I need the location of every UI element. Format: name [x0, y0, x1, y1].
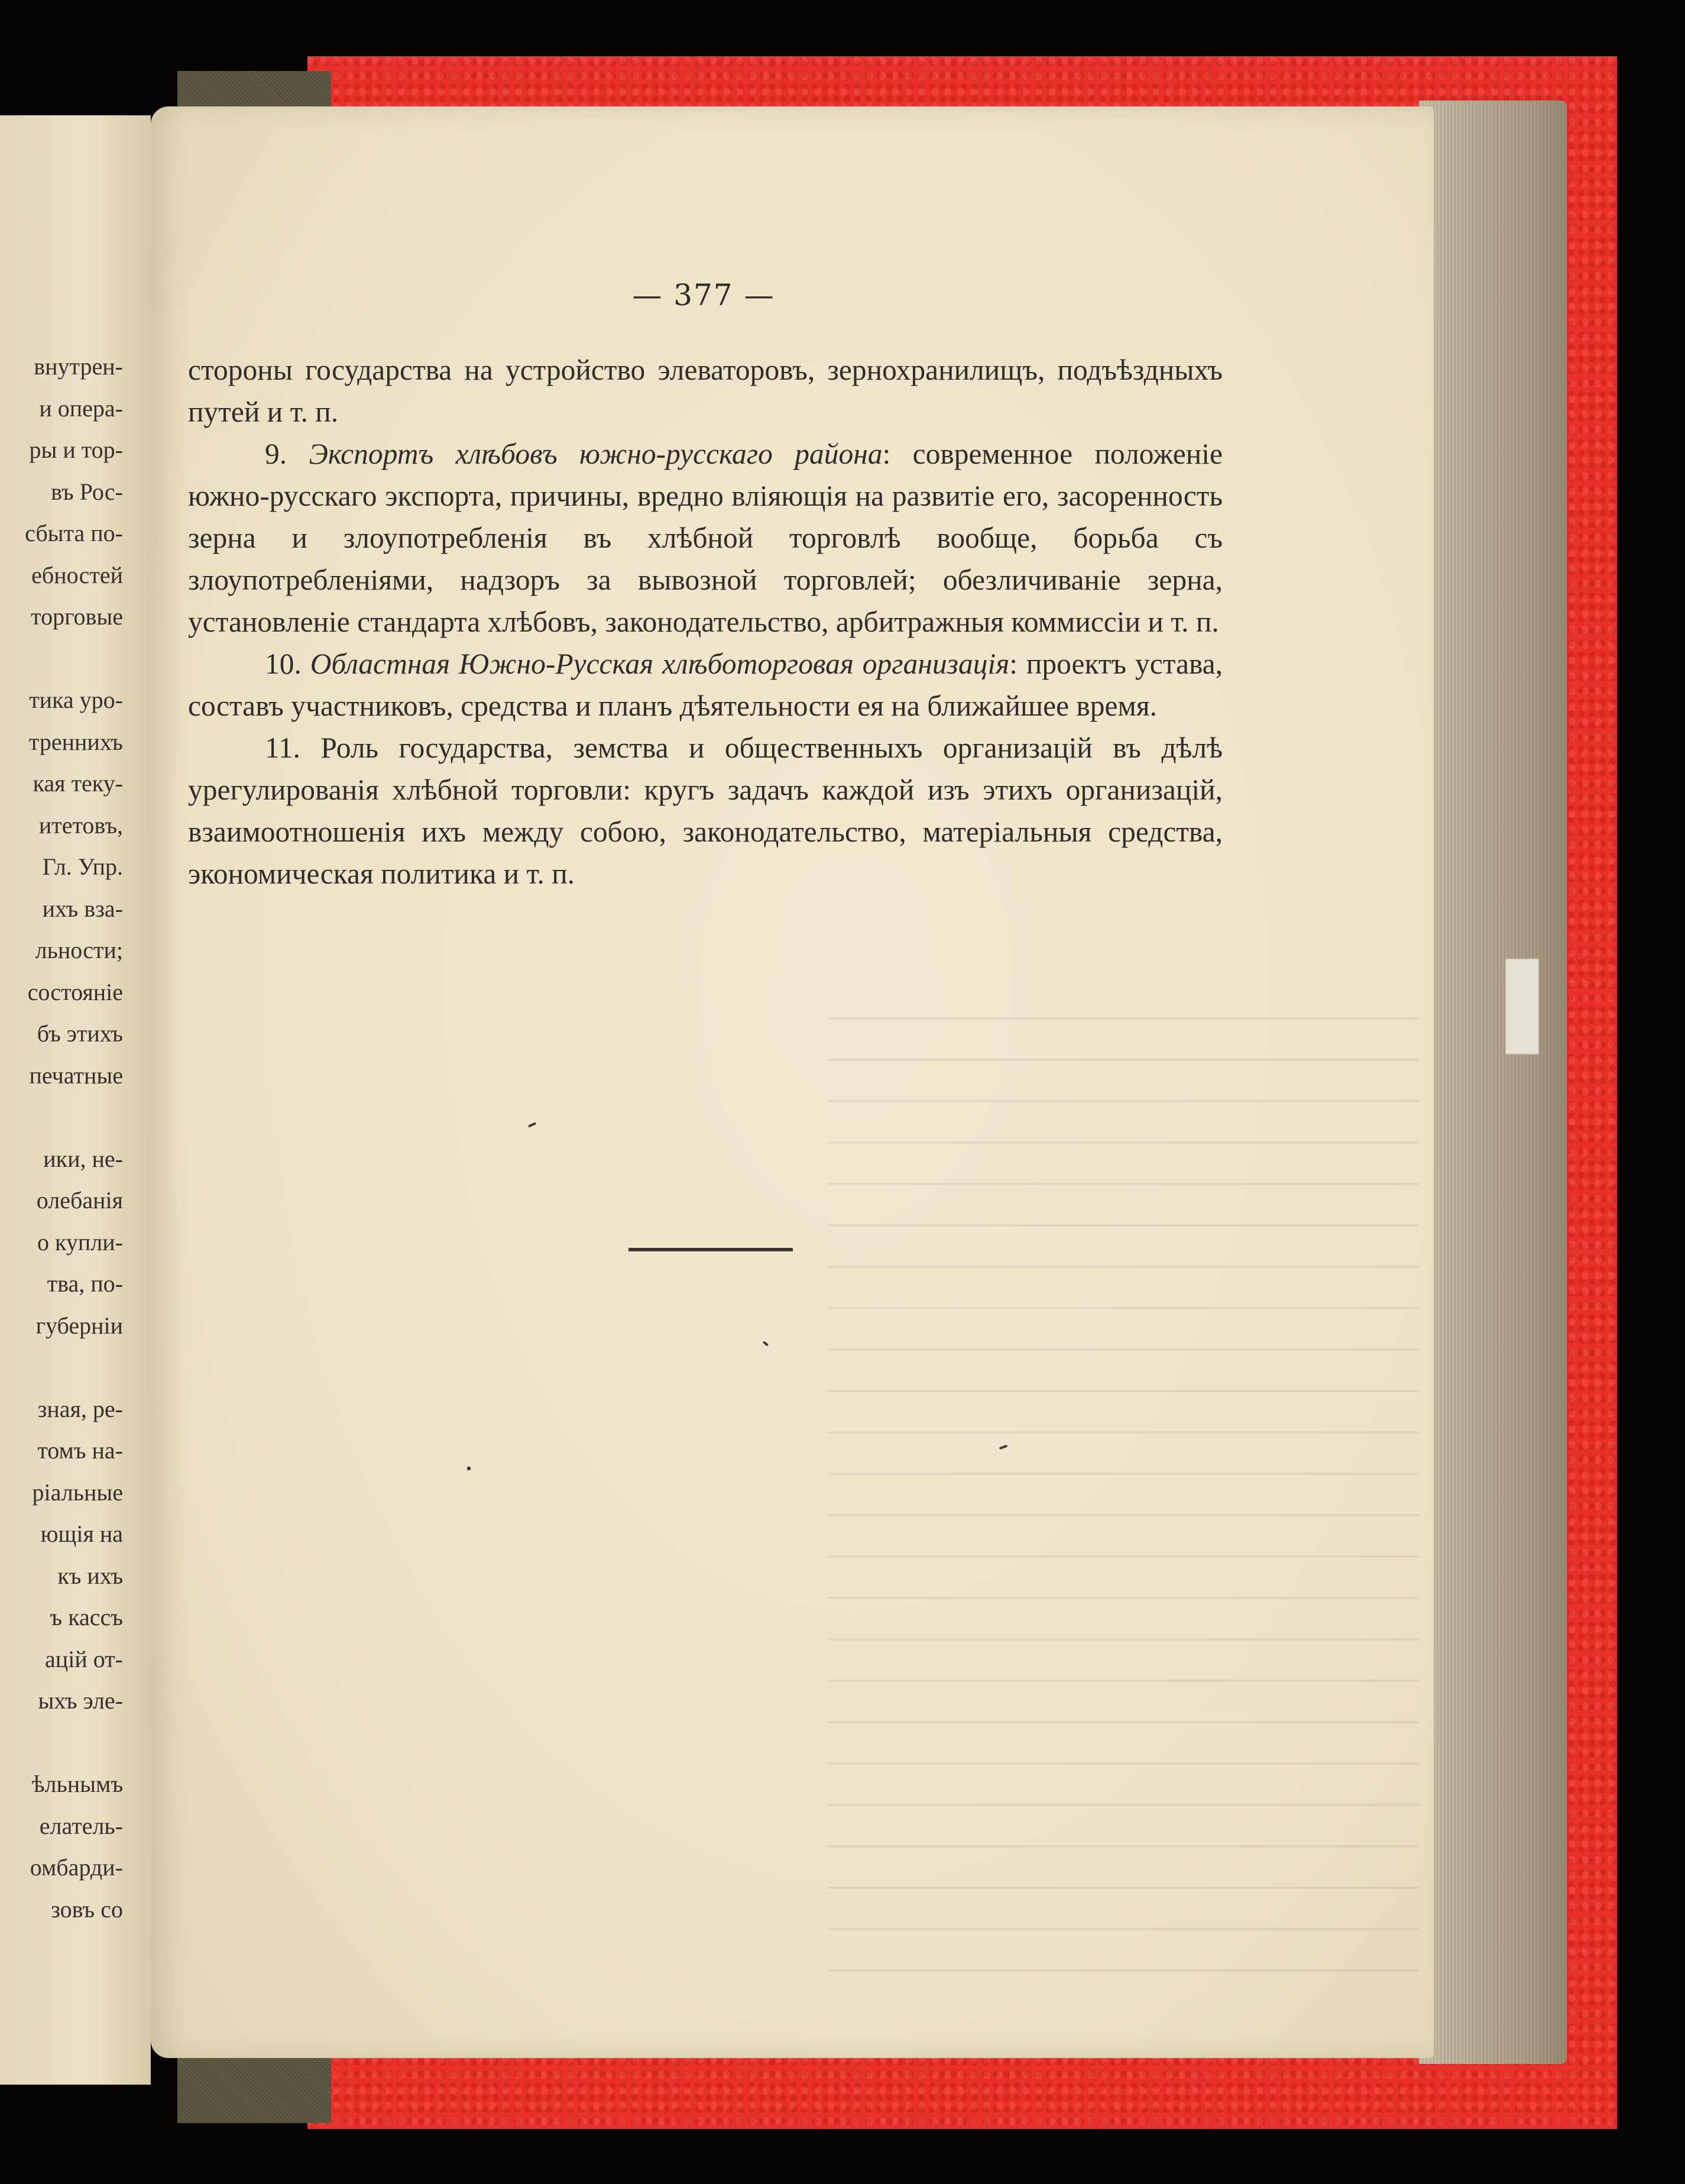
continuation-paragraph: стороны государства на устройство элеваторовъ, зернохранилищъ, подъѣздныхъ путей и т. п.: [188, 354, 1223, 428]
left-page-line: ріальные: [32, 1478, 123, 1506]
page-number: — 377 —: [632, 278, 775, 312]
left-page-line: ихъ вза-: [42, 895, 123, 922]
left-page-line: бъ этихъ: [37, 1020, 123, 1047]
left-page-line: [0, 1347, 123, 1389]
item-11-paragraph: 11. Роль государства, земства и общественныхъ организацій въ дѣлѣ урегулированія хлѣбной торговли: кругъ задачъ каждой изъ этихъ организацій, взаимоотношенія ихъ между собою, законодательство, матеріальныя средства, экономическая политика и т. п.: [188, 732, 1223, 890]
page-tab: [1505, 958, 1540, 1055]
page-fore-edge: [1419, 101, 1567, 2064]
left-page-line: тика уро-: [29, 687, 123, 713]
left-page-line: къ ихъ: [57, 1562, 123, 1589]
paper-fleck: [467, 1467, 471, 1470]
item-10-text: : проектъ устава, составъ участниковъ, средства и планъ дѣятельности ея на ближайшее время.: [188, 648, 1223, 722]
left-page-line: торговые: [31, 603, 123, 630]
left-page-line: сбыта по-: [25, 520, 123, 546]
left-page-line: ъ кассъ: [50, 1604, 123, 1630]
left-page-line: ыхъ эле-: [38, 1687, 123, 1714]
left-page-line: губерніи: [35, 1312, 123, 1339]
left-page-line: въ Рос-: [51, 478, 123, 505]
section-end-rule: [628, 1248, 793, 1251]
item-9-paragraph: [188, 433, 1223, 643]
left-page-line: [0, 1096, 123, 1138]
left-page-line: и опера-: [39, 394, 123, 422]
left-page-line: омбарди-: [30, 1854, 123, 1881]
left-page-line: зовъ со: [51, 1895, 123, 1923]
left-page-line: ики, не-: [43, 1145, 123, 1172]
left-page-line: ѣльнымъ: [31, 1771, 123, 1797]
left-page-line: [0, 638, 123, 680]
item-10-title: Областная Южно-Русская хлѣботорговая организація: [310, 648, 1010, 680]
item-9-title: Экспортъ хлѣбовъ южно-русскаго района: [309, 438, 883, 470]
left-page-line: томъ на-: [37, 1437, 123, 1464]
left-page-line: зная, ре-: [37, 1395, 123, 1422]
left-page-line: ющія на: [40, 1520, 123, 1547]
left-page-line: ры и тор-: [29, 436, 123, 463]
left-page-line: состояніе: [27, 978, 123, 1005]
left-page-line: треннихъ: [28, 728, 123, 755]
left-page-line: Гл. Упр.: [42, 853, 123, 880]
left-page-line: елатель-: [39, 1812, 123, 1839]
item-10-paragraph: [188, 643, 1223, 727]
left-page-line: олебанія: [36, 1187, 123, 1214]
item-10-number: 10.: [265, 648, 302, 680]
left-page-line: тва, по-: [47, 1270, 123, 1297]
page-body: [188, 349, 1223, 895]
left-page-line: ебностей: [31, 561, 123, 588]
item-9-number: 9.: [265, 438, 287, 470]
left-page-line: [0, 1722, 123, 1764]
left-page-line: ацій от-: [45, 1645, 123, 1672]
left-page-line: кая теку-: [33, 770, 123, 797]
left-page-line: внутрен-: [34, 353, 123, 380]
left-page-text-fragments: [0, 346, 123, 1930]
left-page-line: льности;: [35, 937, 123, 963]
item-9-text: : современное положеніе южно-русскаго экспорта, причины, вредно вліяющія на развитіе его, засоренность зерна и злоупотребленія въ хлѣбной торговлѣ вообще, борьба съ злоупотребленіями, надзоръ за вывозной торговлей; обезличиваніе зерна, установленіе стандарта хлѣбовъ, законодательство, арбитражныя коммиссіи и т. п.: [188, 438, 1223, 638]
left-page-line: печатные: [29, 1062, 123, 1089]
left-page-line: о купли-: [37, 1228, 123, 1256]
left-page-line: итетовъ,: [38, 811, 123, 839]
show-through-text: [828, 1017, 1419, 1975]
